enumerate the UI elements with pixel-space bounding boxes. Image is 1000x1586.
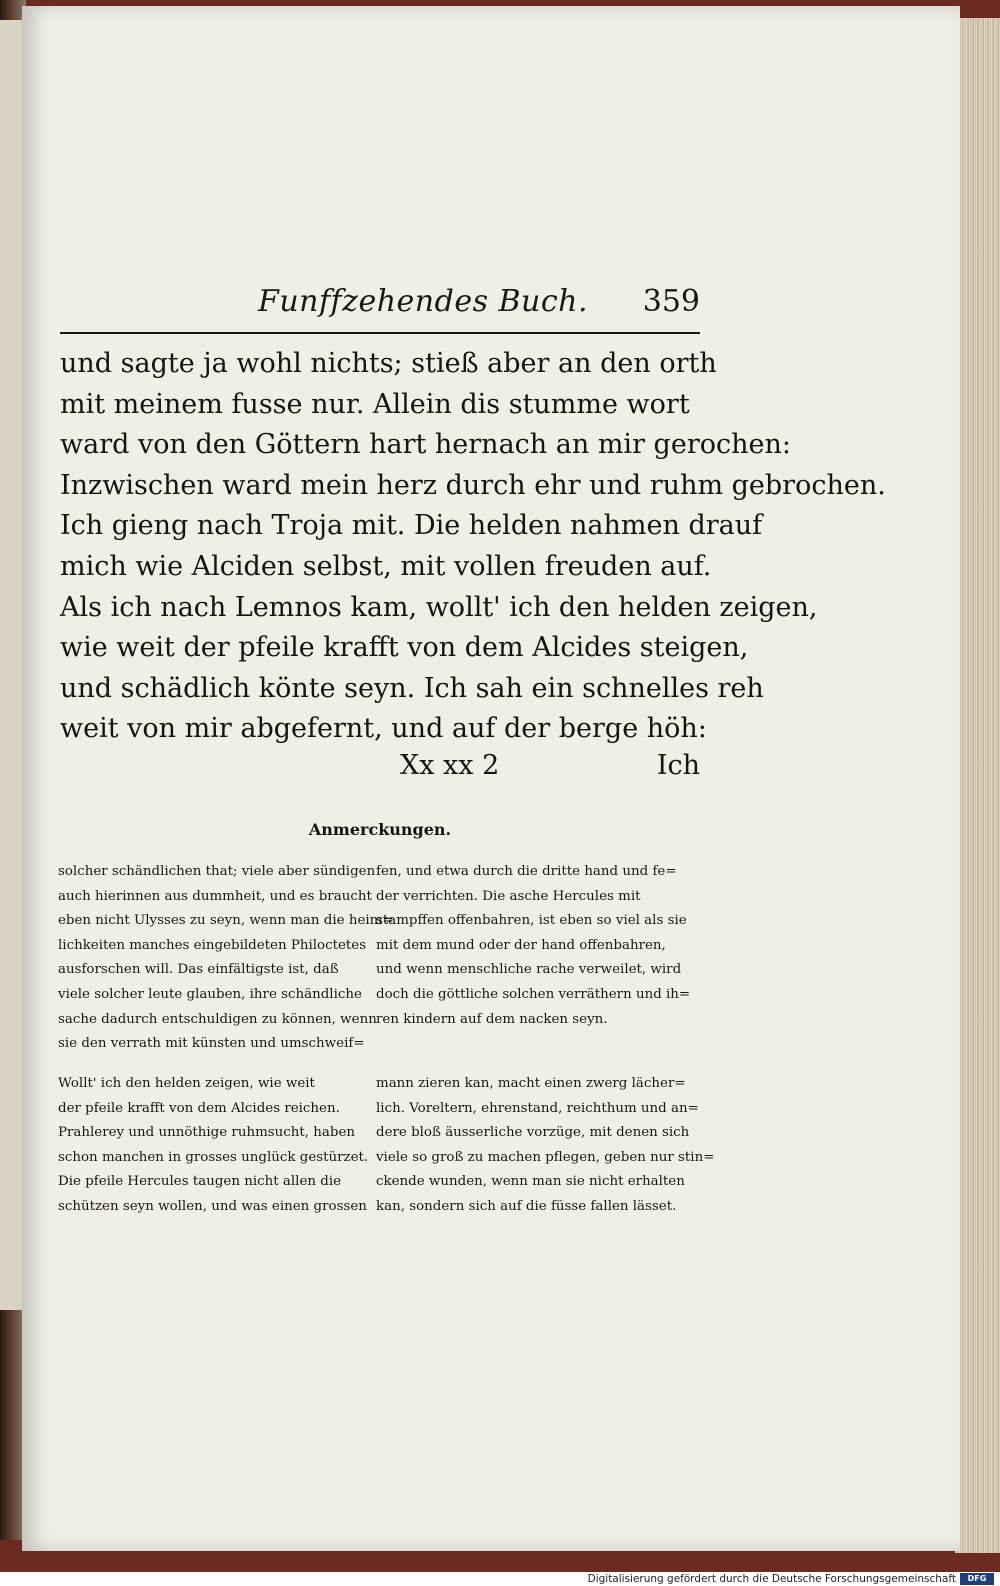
signature-mark: Xx xx 2: [400, 750, 500, 781]
verse-line: ward von den Göttern hart hernach an mir gerochen:: [60, 429, 791, 461]
notes-column-right: [376, 860, 691, 1032]
note-line: dere bloß äusserliche vorzüge, mit denen sich: [376, 1125, 690, 1141]
note-line: ren kindern auf dem nacken seyn.: [376, 1011, 608, 1027]
note-line: doch die göttliche solchen verräthern und ih=: [376, 986, 691, 1002]
note-line: und wenn menschliche rache verweilet, wird: [376, 962, 682, 978]
note-line: lichkeiten manches eingebildeten Philoctetes: [58, 937, 367, 953]
note-line: viele solcher leute glauben, ihre schändliche: [58, 986, 362, 1002]
verse-line: mit meinem fusse nur. Allein dis stumme wort: [60, 388, 690, 420]
verse-line: und sagte ja wohl nichts; stieß aber an den orth: [60, 348, 717, 379]
verse-block: [60, 344, 886, 750]
footer-bar: [0, 1572, 1000, 1586]
note-line: mann zieren kan, macht einen zwerg lächer=: [376, 1076, 686, 1091]
note-line: sie den verrath mit künsten und umschweif=: [58, 1036, 365, 1052]
notes-column-left: [58, 1072, 368, 1220]
note-line: solcher schändlichen that; viele aber sündigen: [58, 864, 376, 879]
note-line: lich. Voreltern, ehrenstand, reichthum und an=: [376, 1100, 699, 1116]
note-line: schon manchen in grosses unglück gestürzet.: [58, 1149, 369, 1165]
note-line: stampffen offenbahren, ist eben so viel als sie: [376, 913, 687, 929]
signature-row: [60, 750, 700, 790]
note-line: eben nicht Ulysses zu seyn, wenn man die heim=: [58, 913, 394, 929]
page-number: 359: [642, 284, 700, 319]
notes-heading: Anmerckungen.: [308, 820, 452, 839]
page-edges: [955, 18, 1000, 1553]
verse-line: wie weit der pfeile krafft von dem Alcides steigen,: [60, 632, 749, 664]
note-line: der verrichten. Die asche Hercules mit: [376, 888, 641, 904]
verse-line: und schädlich könte seyn. Ich sah ein schnelles reh: [60, 672, 764, 704]
catchword: Ich: [656, 750, 700, 781]
verse-line: mich wie Alciden selbst, mit vollen freuden auf.: [60, 550, 712, 582]
note-line: Prahlerey und unnöthige ruhmsucht, haben: [58, 1125, 356, 1141]
header-rule: [60, 332, 700, 334]
note-line: schützen seyn wollen, und was einen grossen: [58, 1198, 367, 1214]
note-line: Wollt' ich den helden zeigen, wie weit: [58, 1076, 315, 1091]
verse-line: weit von mir abgefernt, und auf der berge höh:: [60, 713, 707, 745]
dfg-logo: DFG: [960, 1573, 994, 1585]
note-line: sache dadurch entschuldigen zu können, wenn: [58, 1011, 377, 1027]
note-line: mit dem mund oder der hand offenbahren,: [376, 937, 666, 953]
note-line: auch hierinnen aus dummheit, und es braucht: [58, 888, 372, 904]
page-header: [60, 284, 700, 330]
notes-column-left: [58, 860, 394, 1057]
notes-column-right: [376, 1072, 715, 1220]
note-line: der pfeile krafft von dem Alcides reichen.: [58, 1100, 340, 1116]
footer-credit: Digitalisierung gefördert durch die Deutsche Forschungsgemeinschaft: [587, 1573, 956, 1585]
note-line: kan, sondern sich auf die füsse fallen lässet.: [376, 1198, 677, 1214]
note-line: fen, und etwa durch die dritte hand und fe=: [376, 864, 677, 879]
note-line: Die pfeile Hercules taugen nicht allen die: [58, 1174, 342, 1190]
verse-line: Als ich nach Lemnos kam, wollt' ich den helden zeigen,: [60, 591, 818, 623]
note-line: ckende wunden, wenn man sie nicht erhalten: [376, 1174, 685, 1190]
verse-line: Ich gieng nach Troja mit. Die helden nahmen drauf: [60, 510, 763, 542]
verse-line: Inzwischen ward mein herz durch ehr und ruhm gebrochen.: [60, 469, 886, 501]
running-title: Funffzehendes Buch.: [258, 284, 589, 319]
note-line: ausforschen will. Das einfältigste ist, daß: [58, 962, 339, 978]
note-line: viele so groß zu machen pflegen, geben nur stin=: [376, 1149, 715, 1165]
